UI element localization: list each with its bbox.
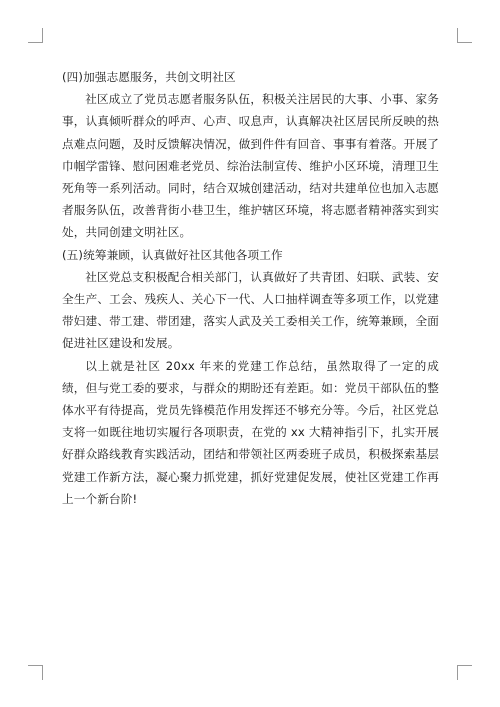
paragraph-volunteer-service: 社区成立了党员志愿者服务队伍，积极关注居民的大事、小事、家务事，认真倾听群众的呼声、心声、叹息声，认真解决社区居民所反映的热点难点问题，及时反馈解决情况，做到件件有回音、事事有着落。开展了巾帼学雷锋、慰问困难老党员、综治法制宣传、维护小区环境，清理卫生死角等一系列活动。同时，结合双城创建活动，结对共建单位也加入志愿者服务队伍，改善背街小巷卫生，维护辖区环境，将志愿者精神落实到实处，共同创建文明社区。: [62, 92, 439, 240]
paragraph-other-work: 社区党总支积极配合相关部门，认真做好了共青团、妇联、武装、安全生产、工会、残疾人、关心下一代、人口抽样调查等多项工作，以党建带妇建、带工建、带团建，落实人武及关工委相关工作，统筹兼顾，全面促进社区建设和发展。: [62, 269, 439, 351]
crop-mark-bottom-right: [457, 665, 472, 680]
section-heading-volunteer-service: (四)加强志愿服务，共创文明社区: [62, 70, 236, 84]
section-heading-other-work: (五)统筹兼顾，认真做好社区其他各项工作: [62, 247, 283, 262]
crop-mark-top-right: [457, 28, 472, 43]
crop-mark-bottom-left: [28, 665, 43, 680]
paragraph-summary: 以上就是社区 20xx 年来的党建工作总结，虽然取得了一定的成绩，但与党工委的要求，与群众的期盼还有差距。如：党员干部队伍的整体水平有待提高，党员先锋模范作用发挥还不够充分等。今后，社区党总支将一如既往地切实履行各项职责，在党的 xx 大精神指引下，扎实开展好群众路线教育实践活动，团结和带领社区两委班子成员，积极探索基层党建工作新方法，凝心聚力抓党建，抓好党建促发展，使社区党建工作再上一个新台阶!: [62, 358, 439, 506]
document-body: [62, 66, 439, 510]
crop-mark-top-left: [28, 28, 43, 43]
